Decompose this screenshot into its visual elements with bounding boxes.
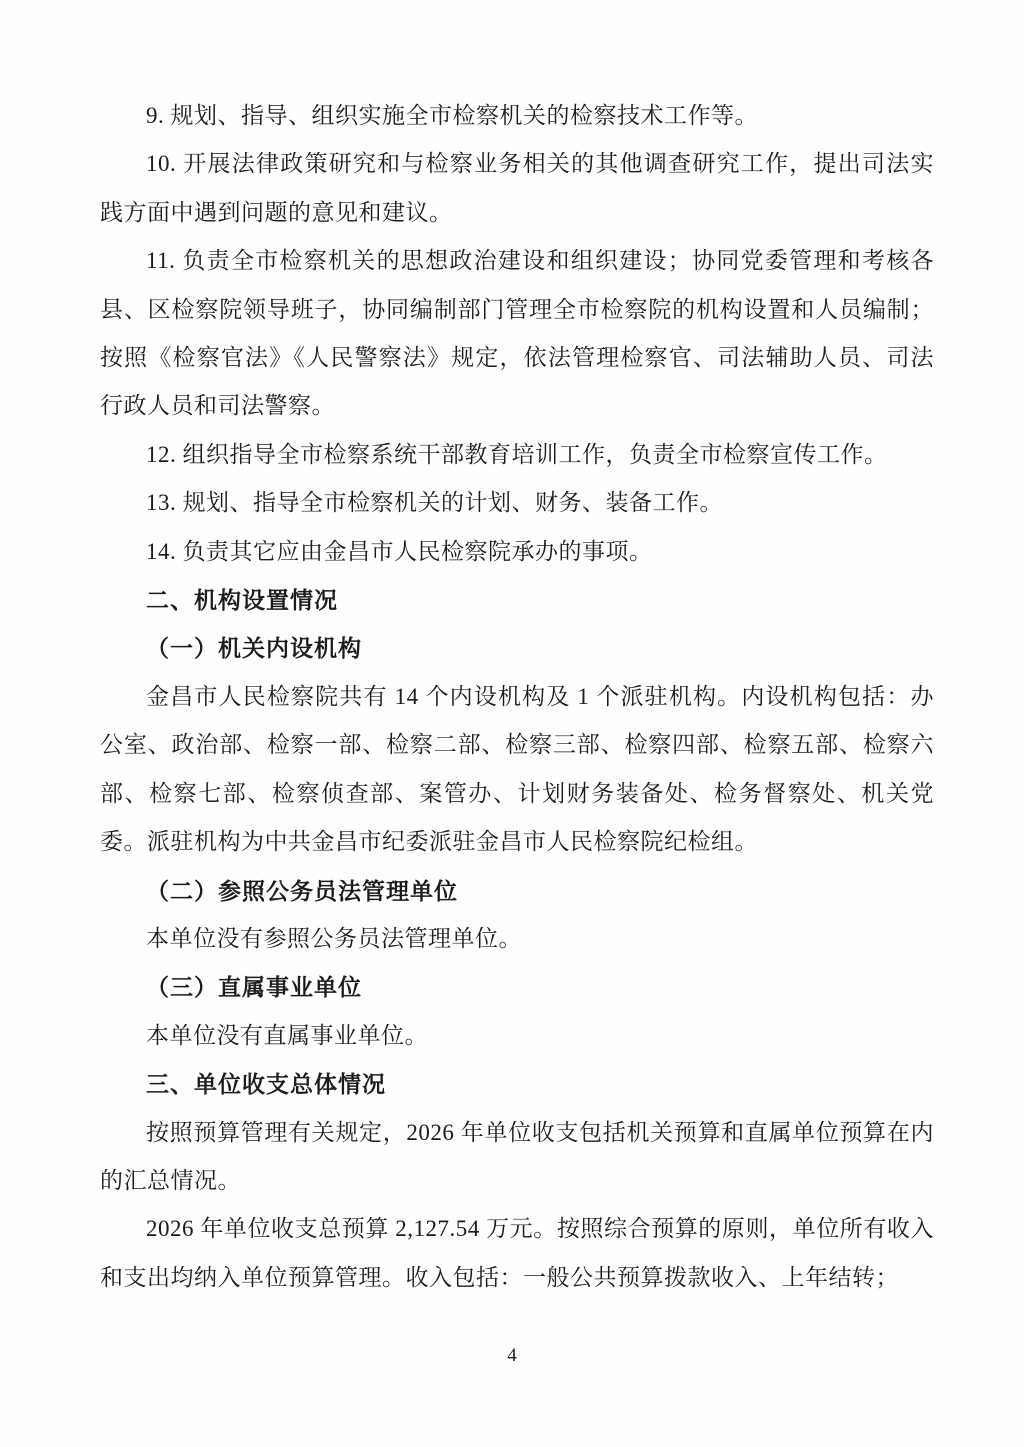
paragraph: 12. 组织指导全市检察系统干部教育培训工作，负责全市检察宣传工作。	[146, 441, 888, 467]
paragraph: 14. 负责其它应由金昌市人民检察院承办的事项。	[146, 538, 653, 564]
page-number: 4	[507, 1345, 517, 1366]
paragraph: 13. 规划、指导全市检察机关的计划、财务、装备工作。	[146, 490, 723, 516]
paragraph: 本单位没有参照公务员法管理单位。	[146, 925, 522, 951]
paragraph: 金昌市人民检察院共有 14 个内设机构及 1 个派驻机构。内设机构包括：办公室、政治部、检察一部、检察二部、检察三部、检察四部、检察五部、检察六部、检察七部、检察侦查部、案管办、计划财务装备处、检务督察处、机关党委。派驻机构为中共金昌市纪委派驻金昌市人民检察院纪检组。	[100, 683, 934, 855]
section-heading: （三）直属事业单位	[146, 974, 362, 1001]
paragraph: 10. 开展法律政策研究和与检察业务相关的其他调查研究工作，提出司法实践方面中遇到问题的意见和建议。	[100, 151, 934, 225]
paragraph: 11. 负责全市检察机关的思想政治建设和组织建设；协同党委管理和考核各县、区检察院领导班子，协同编制部门管理全市检察院的机构设置和人员编制；按照《检察官法》《人民警察法》规定，依法管理检察官、司法辅助人员、司法行政人员和司法警察。	[100, 248, 934, 419]
paragraph: 2026 年单位收支总预算 2,127.54 万元。按照综合预算的原则，单位所有收入和支出均纳入单位预算管理。收入包括：一般公共预算拨款收入、上年结转；	[100, 1216, 934, 1290]
paragraph: 9. 规划、指导、组织实施全市检察机关的检察技术工作等。	[146, 103, 758, 128]
section-heading: 二、机构设置情况	[146, 587, 338, 614]
paragraph: 本单位没有直属事业单位。	[146, 1022, 428, 1048]
section-heading: 三、单位收支总体情况	[146, 1071, 386, 1098]
document-body	[100, 92, 934, 1302]
section-heading: （一）机关内设机构	[146, 635, 362, 662]
paragraph: 按照预算管理有关规定，2026 年单位收支包括机关预算和直属单位预算在内的汇总情况。	[100, 1119, 934, 1193]
section-heading: （二）参照公务员法管理单位	[146, 877, 458, 904]
